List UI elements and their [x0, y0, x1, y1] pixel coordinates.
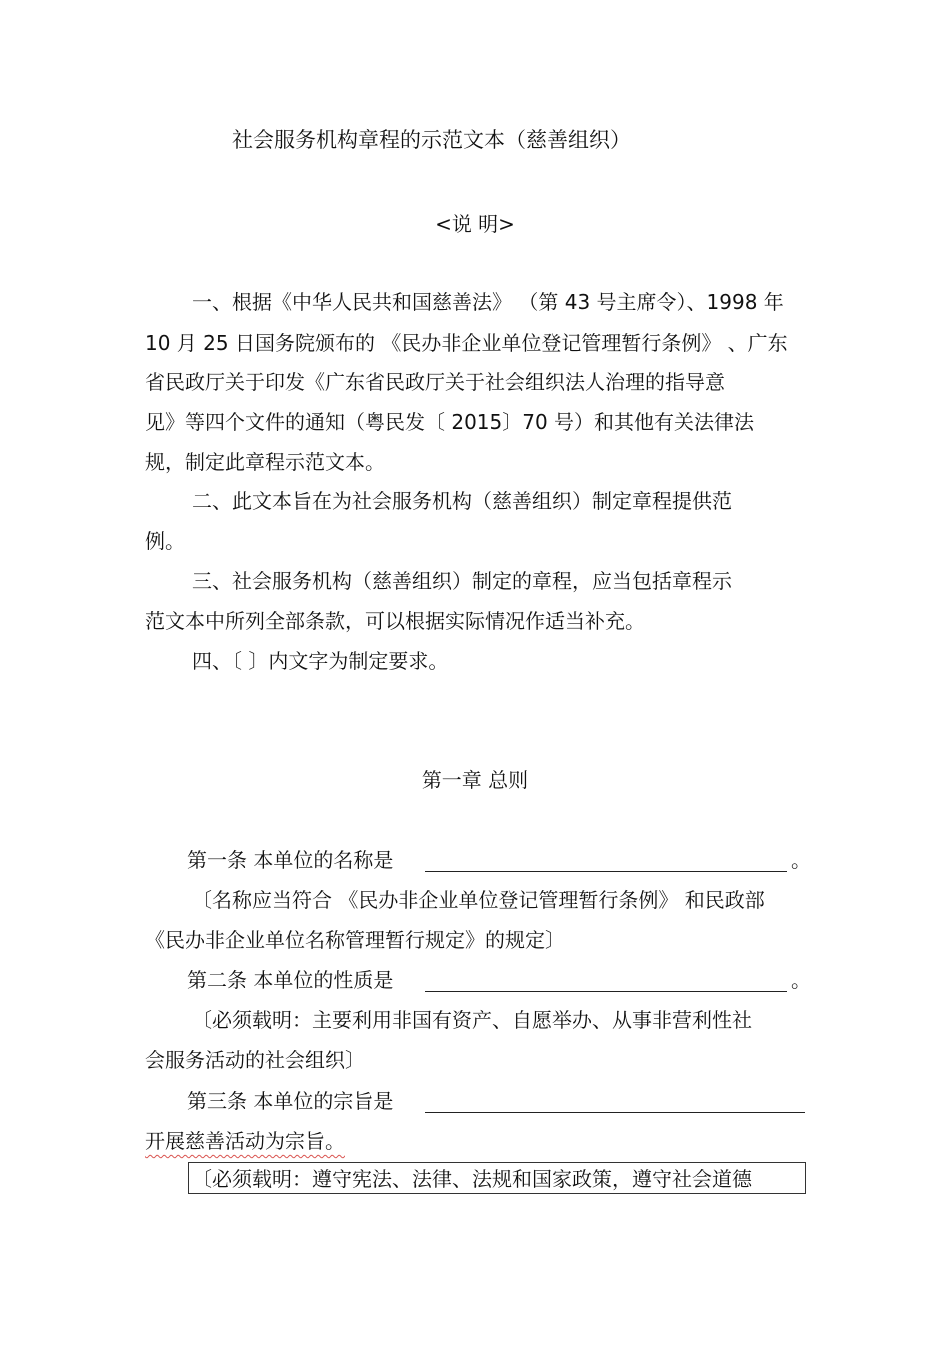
explanation-heading: <说 明>: [435, 212, 515, 236]
article1-note-line2: 《民办非企业单位名称管理暂行规定》的规定〕: [145, 928, 565, 952]
article1-name-blank[interactable]: [425, 851, 787, 872]
article2-label: 第二条 本单位的性质是: [187, 968, 394, 992]
explanation-p1-line5: 规，制定此章程示范文本。: [145, 450, 385, 474]
explanation-p3-line2: 范文本中所列全部条款，可以根据实际情况作适当补充。: [145, 609, 645, 633]
article2-note-line1: 〔必须载明：主要利用非国有资产、自愿举办、从事非营利性社: [192, 1008, 752, 1032]
article3-label: 第三条 本单位的宗旨是: [187, 1089, 394, 1113]
explanation-p1-line4: 见》等四个文件的通知（粤民发〔 2015〕70 号）和其他有关法律法: [145, 410, 755, 434]
chapter1-heading: 第一章 总则: [421, 768, 529, 792]
article3-purpose-blank[interactable]: [425, 1092, 805, 1113]
explanation-p1-line2: 10 月 25 日国务院颁布的 《民办非企业单位登记管理暂行条例》 、广东: [145, 331, 788, 355]
article2-end: 。: [791, 968, 811, 992]
article3-note-line1: 〔必须载明：遵守宪法、法律、法规和国家政策，遵守社会道德: [192, 1167, 752, 1191]
article1-label: 第一条 本单位的名称是: [187, 848, 394, 872]
explanation-p1-line1: 一、根据《中华人民共和国慈善法》 （第 43 号主席令）、1998 年: [192, 290, 784, 314]
article2-note-line2: 会服务活动的社会组织〕: [145, 1048, 365, 1072]
explanation-p3-line1: 三、社会服务机构（慈善组织）制定的章程，应当包括章程示: [192, 569, 732, 593]
document-title: 社会服务机构章程的示范文本（慈善组织）: [232, 128, 631, 152]
article1-note-line1: 〔名称应当符合 《民办非企业单位登记管理暂行条例》 和民政部: [192, 888, 765, 912]
article1-end: 。: [791, 848, 811, 872]
explanation-p2-line2: 例。: [145, 529, 185, 553]
explanation-p2-line1: 二、此文本旨在为社会服务机构（慈善组织）制定章程提供范: [192, 489, 732, 513]
explanation-p1-line3: 省民政厅关于印发《广东省民政厅关于社会组织法人治理的指导意: [145, 370, 725, 394]
article2-nature-blank[interactable]: [425, 971, 787, 992]
article3-continuation: 开展慈善活动为宗旨。: [145, 1129, 345, 1153]
explanation-p4-line1: 四、〔 〕内文字为制定要求。: [192, 649, 449, 673]
